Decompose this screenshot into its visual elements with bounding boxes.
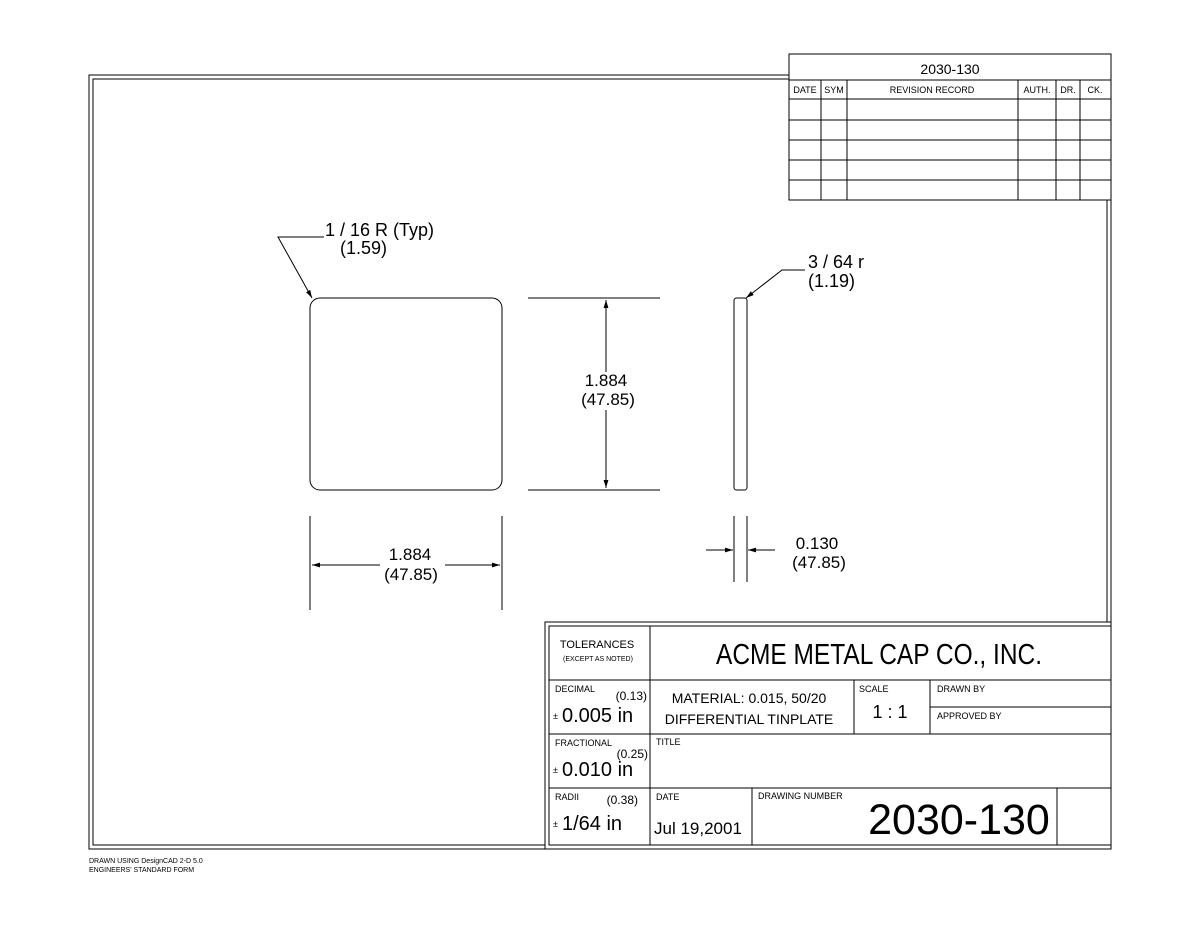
drawing-number: 2030-130 (868, 796, 1050, 844)
height-dim-metric: (47.85) (581, 390, 635, 409)
corner-radius-label: 1 / 16 R (Typ) (325, 220, 435, 240)
approved-by-label: APPROVED BY (937, 711, 1002, 721)
height-dim-value: 1.884 (584, 371, 628, 390)
revision-header-record: REVISION RECORD (889, 85, 975, 95)
width-dimension (310, 516, 502, 610)
scale-value: 1 : 1 (872, 702, 908, 722)
revision-header-date: DATE (793, 85, 817, 95)
revision-block (789, 54, 1111, 200)
footer-line1: DRAWN USING DesignCAD 2-D 5.0 (89, 858, 203, 865)
revision-header-sym: SYM (824, 85, 844, 95)
revision-header-auth: AUTH. (1023, 85, 1051, 95)
date-value: Jul 19,2001 (654, 819, 742, 838)
radii-label: RADII (555, 792, 580, 802)
part-outline (310, 298, 502, 490)
corner-radius-metric: (1.59) (340, 238, 388, 258)
footer-line2: ENGINEERS' STANDARD FORM (89, 867, 195, 874)
thickness-dim-metric: (47.85) (792, 553, 846, 572)
decimal-pm: ± (553, 711, 558, 721)
footer-note (89, 858, 203, 874)
edge-radius-leader (746, 270, 805, 298)
edge-radius-label: 3 / 64 r (808, 252, 865, 272)
revision-drawing-ref: 2030-130 (920, 61, 980, 77)
title-label: TITLE (656, 737, 681, 747)
radii-pm: ± (553, 819, 558, 829)
radii-metric: (0.38) (606, 793, 638, 807)
date-label: DATE (656, 792, 680, 802)
side-view (734, 252, 864, 490)
width-dim-metric: (47.85) (384, 565, 438, 584)
revision-header-dr: DR. (1060, 85, 1076, 95)
width-dim-value: 1.884 (388, 545, 432, 564)
drawing-number-label: DRAWING NUMBER (758, 791, 843, 801)
material-line1: MATERIAL: 0.015, 50/20 (671, 690, 827, 706)
scale-label: SCALE (859, 684, 889, 694)
company-name: ACME METAL CAP CO., INC. (716, 639, 1042, 671)
fractional-value: 0.010 in (562, 759, 634, 781)
decimal-label: DECIMAL (555, 684, 596, 694)
edge-radius-metric: (1.19) (808, 271, 856, 291)
decimal-metric: (0.13) (615, 689, 647, 703)
fractional-label: FRACTIONAL (555, 738, 613, 748)
radii-value: 1/64 in (562, 813, 623, 835)
fractional-pm: ± (553, 765, 558, 775)
drawn-by-label: DRAWN BY (937, 684, 986, 694)
revision-header-ck: CK. (1087, 85, 1103, 95)
front-view (278, 220, 502, 490)
thickness-dim-value: 0.130 (795, 534, 839, 553)
title-block (545, 622, 1111, 849)
part-edge-outline (734, 298, 747, 490)
fractional-metric: (0.25) (616, 747, 648, 761)
height-dimension (528, 298, 660, 490)
tolerances-label: TOLERANCES (559, 639, 635, 651)
corner-radius-leader (278, 237, 324, 298)
tolerances-note: (EXCEPT AS NOTED) (563, 656, 633, 663)
thickness-dimension (706, 516, 846, 582)
decimal-value: 0.005 in (562, 705, 634, 727)
material-line2: DIFFERENTIAL TINPLATE (664, 711, 834, 727)
